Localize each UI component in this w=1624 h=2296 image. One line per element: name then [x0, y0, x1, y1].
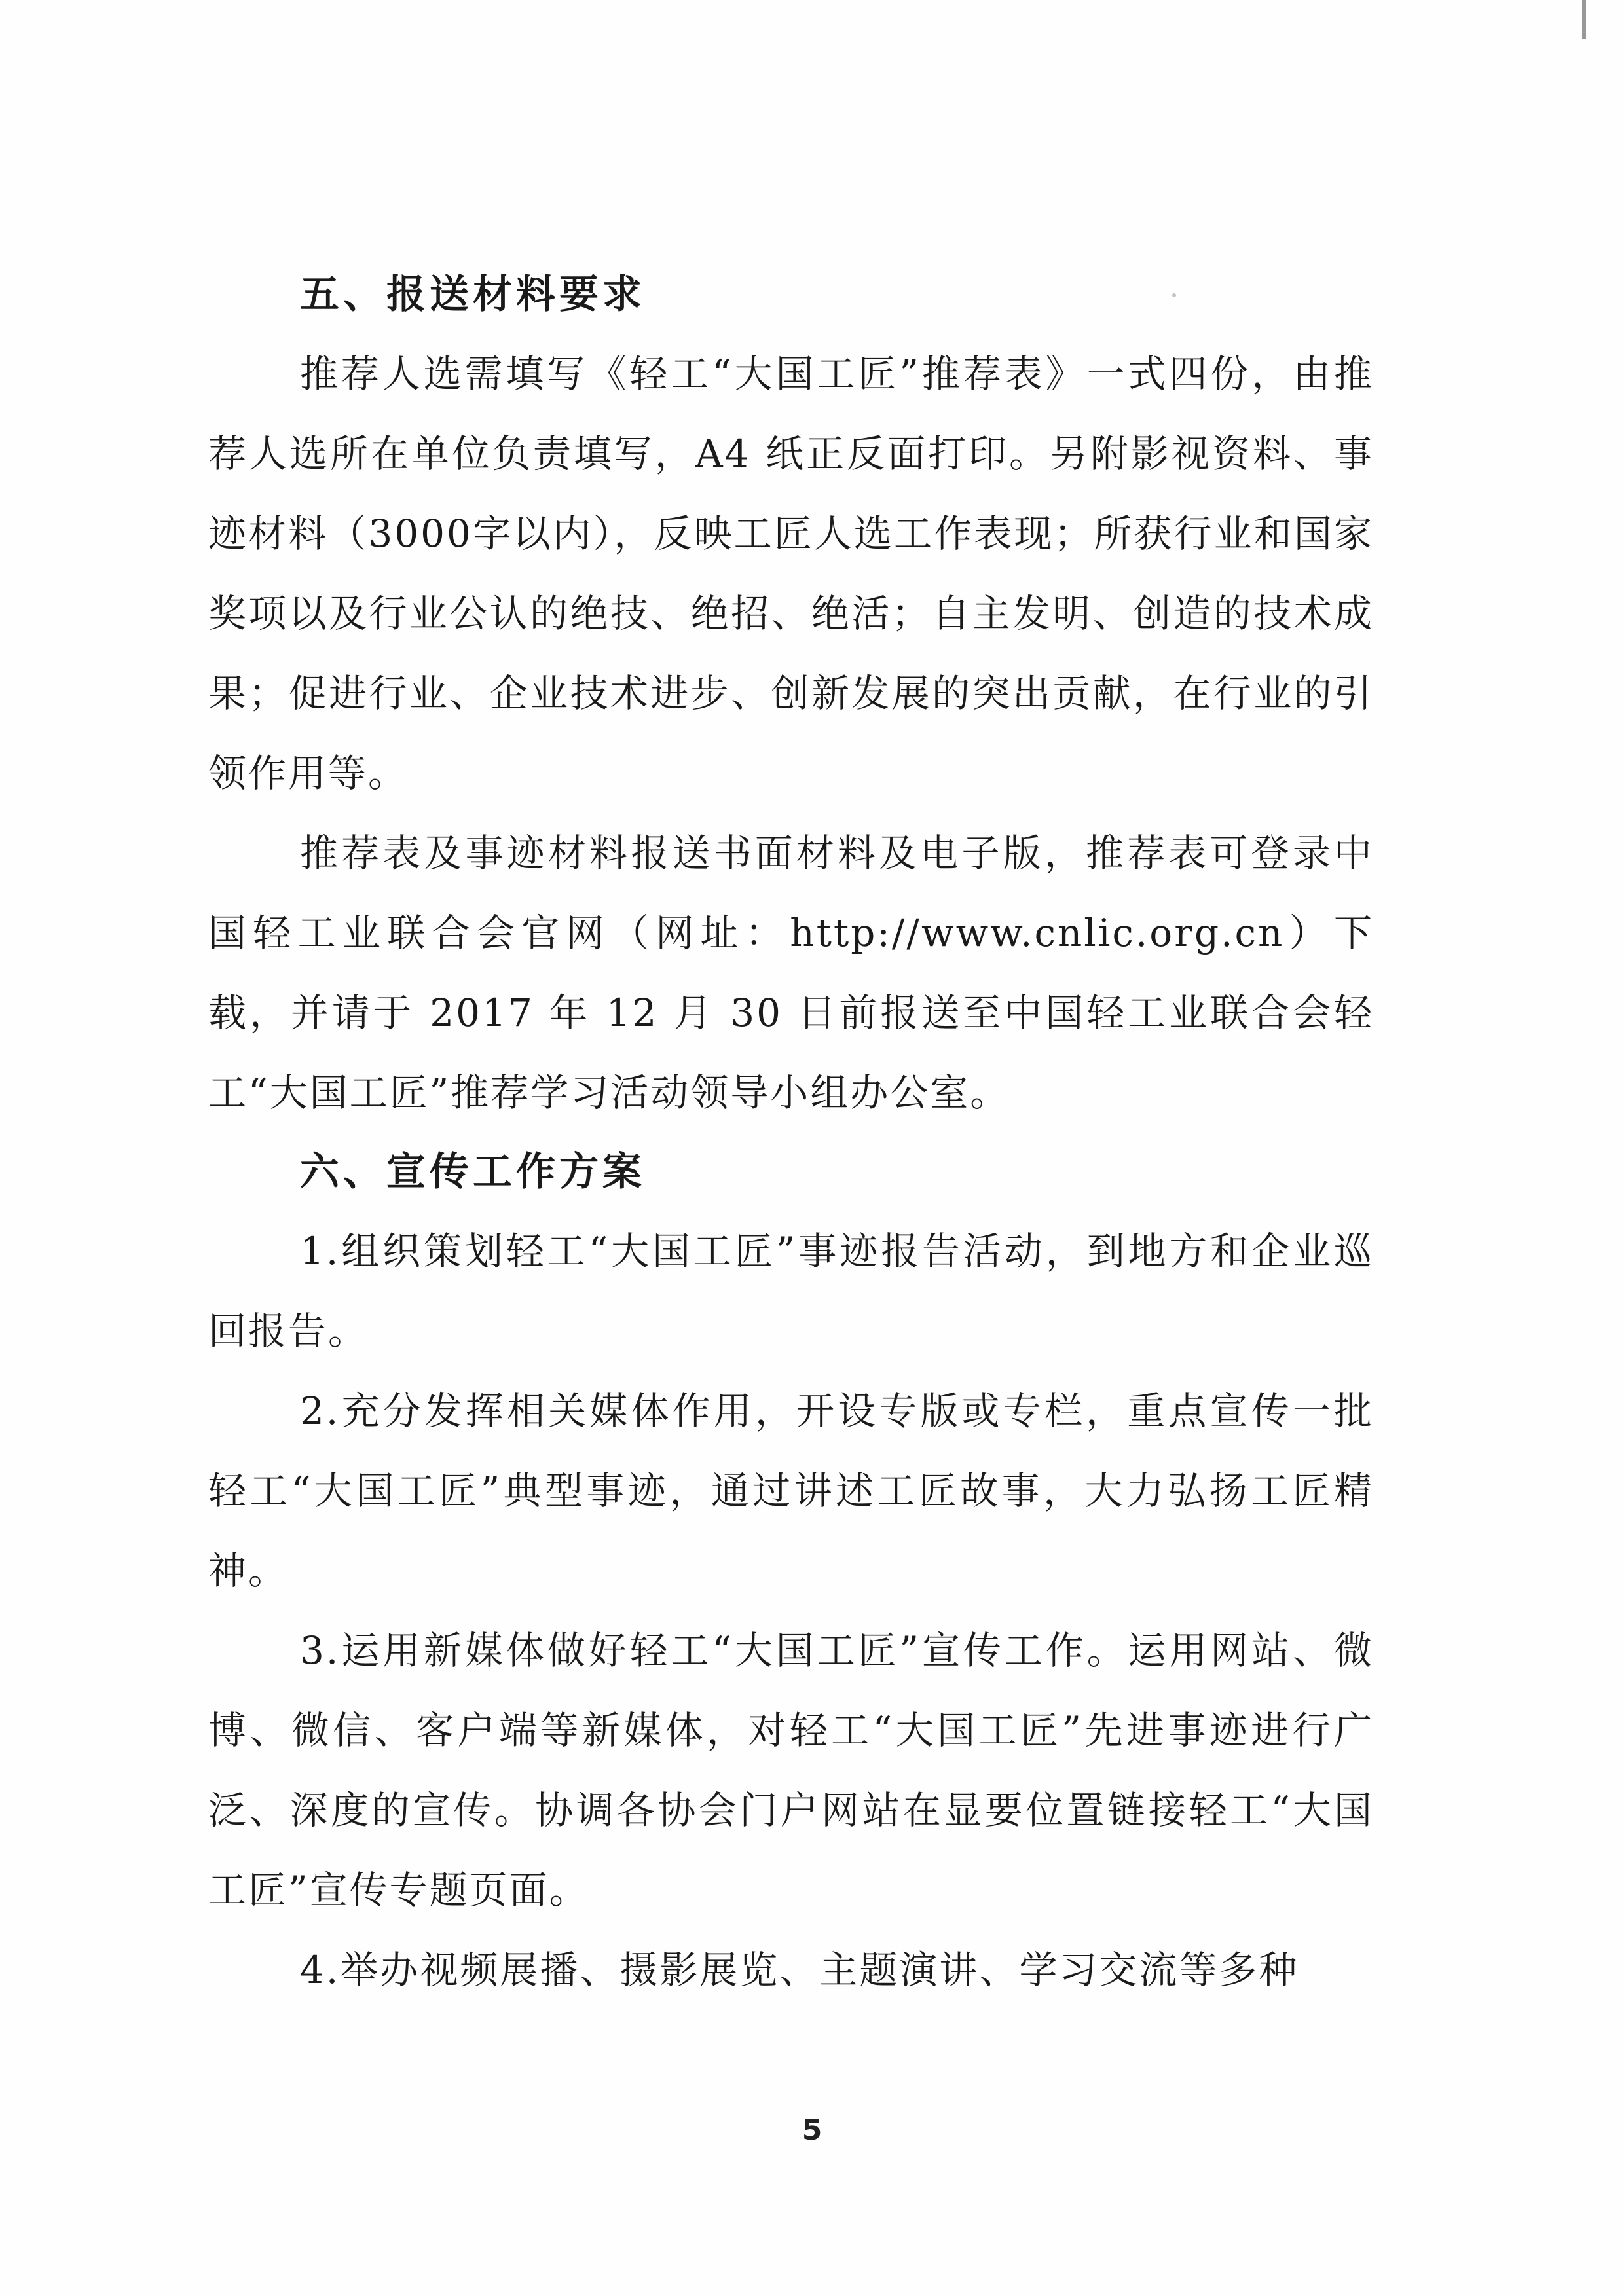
section-heading-publicity: 六、宣传工作方案	[300, 1149, 646, 1195]
page-number: 5	[802, 2113, 822, 2147]
list-item: 1.组织策划轻工“大国工匠”事迹报告活动，到地方和企业巡回报告。	[208, 1229, 1374, 1353]
document-body	[208, 255, 1374, 2010]
paragraph: 推荐人选需填写《轻工“大国工匠”推荐表》一式四份，由推荐人选所在单位负责填写，A4 纸正反面打印。另附影视资料、事迹材料（3000字以内），反映工匠人选工作表现；所获行业和国家奖项以及行业公认的绝技、绝招、绝活；自主发明、创造的技术成果；促进行业、企业技术进步、创新发展的突出贡献，在行业的引领作用等。	[208, 352, 1374, 795]
list-item: 2.充分发挥相关媒体作用，开设专版或专栏，重点宣传一批轻工“大国工匠”典型事迹，通过讲述工匠故事，大力弘扬工匠精神。	[208, 1389, 1374, 1593]
list-item: 4.举办视频展播、摄影展览、主题演讲、学习交流等多种	[300, 1948, 1299, 1992]
section-heading-materials: 五、报送材料要求	[300, 272, 646, 318]
list-item: 3.运用新媒体做好轻工“大国工匠”宣传工作。运用网站、微博、微信、客户端等新媒体，对轻工“大国工匠”先进事迹进行广泛、深度的宣传。协调各协会门户网站在显要位置链接轻工“大国工匠”宣传专题页面。	[208, 1628, 1374, 1912]
paragraph: 推荐表及事迹材料报送书面材料及电子版，推荐表可登录中国轻工业联合会官网（网址：http://www.cnlic.org.cn）下载，并请于 2017 年 12 月 30 日前报送至中国轻工业联合会轻工“大国工匠”推荐学习活动领导小组办公室。	[208, 831, 1374, 1115]
scan-edge-mark	[1582, 0, 1612, 39]
